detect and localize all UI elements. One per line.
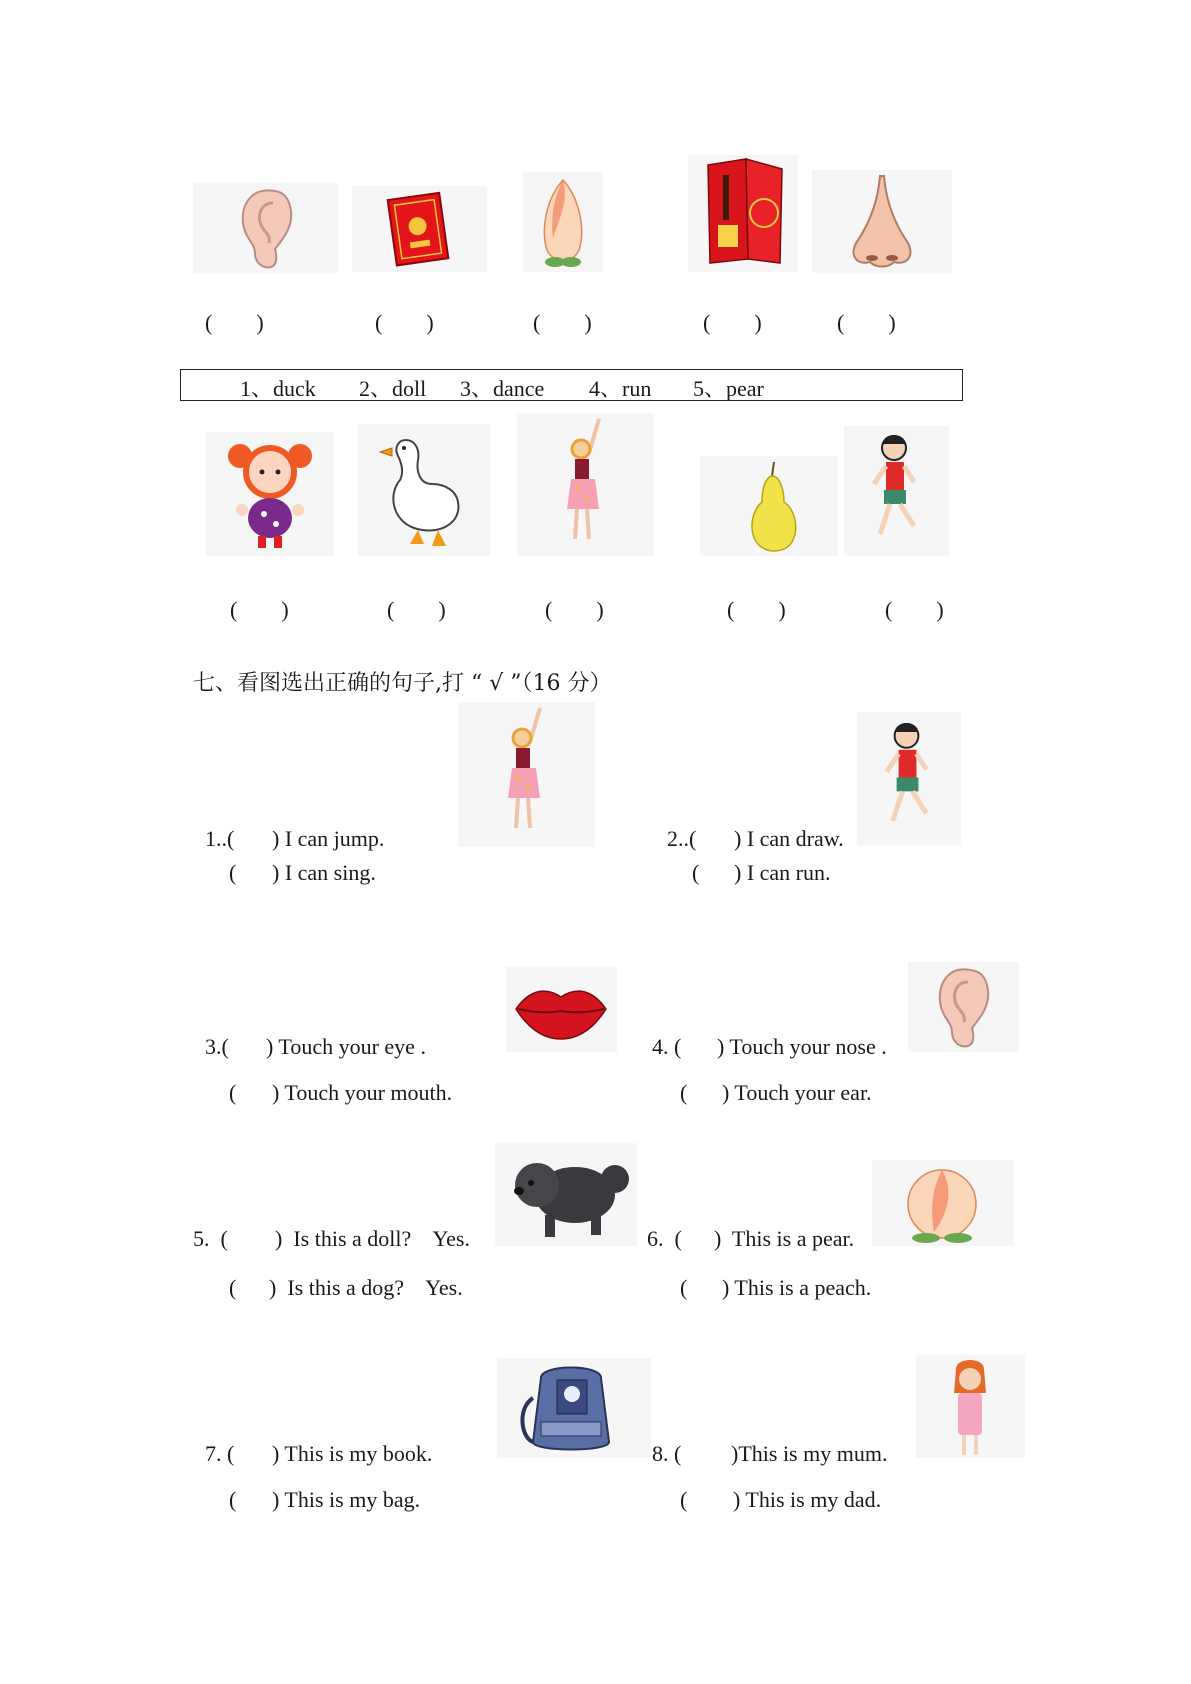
dancing-girl-picture-2 [458, 702, 595, 847]
q1-option-b: ) I can sing. [272, 860, 376, 885]
q3-number[interactable]: 3.( [205, 1034, 229, 1059]
lips-picture [506, 967, 617, 1052]
q1-option-a: ) I can jump. [272, 826, 385, 851]
word-box [180, 369, 963, 401]
word-option-4: 4、run [589, 376, 652, 401]
dog-picture [495, 1143, 637, 1246]
q5-option-b-blank[interactable]: ( [229, 1275, 237, 1300]
duck-icon [358, 424, 490, 556]
red-envelope-picture [352, 186, 487, 272]
answer-blank-row1-5[interactable]: ( ) [837, 310, 896, 335]
answer-blank-row2-5[interactable]: ( ) [885, 597, 944, 622]
red-envelope-icon [352, 186, 487, 272]
q6-option-b: ) This is a peach. [722, 1275, 872, 1300]
peach-picture-2 [872, 1160, 1014, 1246]
q7-option-b-blank[interactable]: ( [229, 1487, 237, 1512]
q2-number[interactable]: 2..( [667, 826, 697, 851]
answer-blank-row1-1[interactable]: ( ) [205, 310, 264, 335]
q5-option-a: ) Is this a doll? Yes. [275, 1226, 470, 1251]
nose-icon [812, 170, 952, 273]
dancing-girl-icon [517, 413, 654, 556]
q8-number[interactable]: 8. ( [652, 1441, 682, 1466]
peach-picture-1 [523, 172, 603, 272]
running-boy-icon [844, 426, 949, 556]
answer-blank-row1-4[interactable]: ( ) [703, 310, 762, 335]
q2-option-b-blank[interactable]: ( [692, 860, 700, 885]
nose-picture [812, 170, 952, 273]
q8-option-a: )This is my mum. [731, 1441, 888, 1466]
running-boy-picture-2 [857, 712, 961, 845]
q7-option-b: ) This is my bag. [272, 1487, 421, 1512]
greeting-card-icon [688, 155, 798, 272]
word-option-3: 3、dance [460, 376, 545, 401]
lips-icon [506, 967, 617, 1052]
dancing-girl-picture-1 [517, 413, 654, 556]
duck-picture [358, 424, 490, 556]
answer-blank-row2-3[interactable]: ( ) [545, 597, 604, 622]
running-boy-icon [857, 712, 961, 845]
ear-picture [193, 183, 338, 273]
dancing-girl-icon [458, 702, 595, 847]
q3-option-a: ) Touch your eye . [266, 1034, 426, 1059]
answer-blank-row2-4[interactable]: ( ) [727, 597, 786, 622]
answer-blank-row1-3[interactable]: ( ) [533, 310, 592, 335]
woman-picture [916, 1355, 1025, 1458]
answer-blank-row1-2[interactable]: ( ) [375, 310, 434, 335]
section-heading: 七、看图选出正确的句子,打 “ √ ”（16 分） [193, 671, 612, 696]
q2-option-a: ) I can draw. [734, 826, 844, 851]
q4-option-b: ) Touch your ear. [722, 1080, 872, 1105]
ear-icon [193, 183, 338, 273]
pear-icon [700, 456, 838, 556]
q8-option-b-blank[interactable]: ( [680, 1487, 688, 1512]
word-option-5: 5、pear [693, 376, 764, 401]
doll-icon [206, 432, 334, 556]
word-option-1: 1、duck [240, 376, 316, 401]
q7-number[interactable]: 7. ( [205, 1441, 235, 1466]
q7-option-a: ) This is my book. [272, 1441, 433, 1466]
greeting-card-picture [688, 155, 798, 272]
q5-number[interactable]: 5. ( [193, 1226, 228, 1251]
q3-option-b-blank[interactable]: ( [229, 1080, 237, 1105]
schoolbag-picture [497, 1358, 651, 1458]
ear-picture-2 [908, 962, 1019, 1052]
q4-number[interactable]: 4. ( [652, 1034, 682, 1059]
dog-icon [495, 1143, 637, 1246]
word-option-2: 2、doll [359, 376, 427, 401]
answer-blank-row2-1[interactable]: ( ) [230, 597, 289, 622]
woman-icon [916, 1355, 1025, 1458]
ear-icon [908, 962, 1019, 1052]
peach-icon [872, 1160, 1014, 1246]
q6-option-b-blank[interactable]: ( [680, 1275, 688, 1300]
q5-option-b: ) Is this a dog? Yes. [269, 1275, 463, 1300]
q3-option-b: ) Touch your mouth. [272, 1080, 453, 1105]
q6-number[interactable]: 6. ( [647, 1226, 682, 1251]
answer-blank-row2-2[interactable]: ( ) [387, 597, 446, 622]
q1-option-b-blank[interactable]: ( [229, 860, 237, 885]
q4-option-b-blank[interactable]: ( [680, 1080, 688, 1105]
q2-option-b: ) I can run. [734, 860, 831, 885]
pear-picture [700, 456, 838, 556]
peach-icon [523, 172, 603, 272]
q4-option-a: ) Touch your nose . [717, 1034, 887, 1059]
schoolbag-icon [497, 1358, 651, 1458]
running-boy-picture-1 [844, 426, 949, 556]
q6-option-a: ) This is a pear. [714, 1226, 855, 1251]
doll-picture [206, 432, 334, 556]
q1-number[interactable]: 1..( [205, 826, 235, 851]
q8-option-b: ) This is my dad. [733, 1487, 882, 1512]
